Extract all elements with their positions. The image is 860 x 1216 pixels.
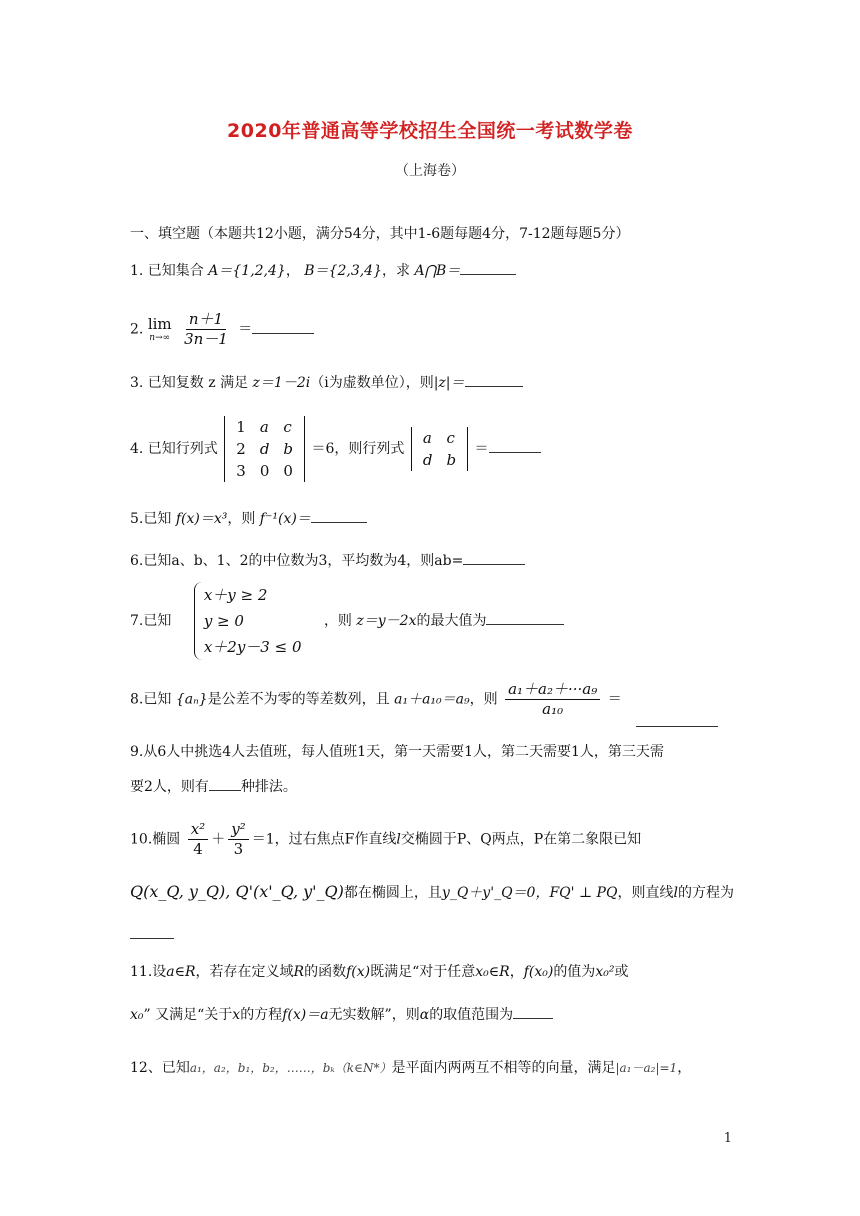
question-1: 1. 已知集合 A＝{1,2,4}， B＝{2,3,4}，求 A⋂B＝	[130, 262, 516, 280]
question-9-line-2: 要2人，则有 种排法。	[130, 779, 297, 795]
fraction: $\frac{\text{a₁＋a₂＋···a₉}}{\text{a₁₀}}$	[505, 680, 600, 719]
section-heading: 一、填空题（本题共12小题，满分54分，其中1-6题每题4分，7-12题每题5分）	[130, 226, 630, 242]
question-11-line-1: 11.设a∈R，若存在定义域R的函数f(x)既满足“对于任意x₀∈R，f(x₀)的值为x₀²或	[130, 964, 629, 980]
question-10-line-2: Q(x_Q, y_Q), Q'(x'_Q, y'_Q)都在椭圆上，且y_Q＋y'_Q＝0，FQ' ⊥ PQ，则直线l的方程为	[130, 882, 734, 901]
determinant-3x3: 1 a c 2 d b 3 0 0	[224, 416, 305, 482]
answer-blank	[486, 612, 564, 625]
question-5: 5.已知 f(x)＝x³，则 f⁻¹(x)＝	[130, 510, 367, 528]
question-3: 3. 已知复数 z 满足 z＝1－2i（i为虚数单位），则|z|＝	[130, 374, 523, 392]
answer-blank	[311, 510, 367, 523]
question-2: 2. lim n→∞ $\frac{n+1}{3n-1}$ ＝	[130, 310, 314, 349]
page-title: 2020年普通高等学校招生全国统一考试数学卷	[227, 120, 633, 142]
question-4: 4. 已知行列式 1 a c 2 d b 3 0 0 ＝6，则行列式 a c d b ＝	[130, 416, 541, 482]
question-12: 12、已知a₁，a₂，b₁，b₂，……，bₖ（k∈N*）是平面内两两互不相等的向量，满足|a₁－a₂|=1，	[130, 1060, 692, 1076]
answer-blank	[209, 778, 241, 791]
fraction: $\frac{\text{x²}}{4}$	[188, 820, 208, 859]
answer-blank	[465, 374, 523, 387]
question-10-line-1: 10.椭圆 $\frac{\text{x²}}{4}$ ＋ $\frac{\text{y²}}{3}$ ＝1，过右焦点F作直线l交椭圆于P、Q两点，P在第二象限已知	[130, 820, 642, 858]
fraction: $\frac{n+1}{3n-1}$	[184, 310, 228, 348]
limit-operator: lim n→∞	[147, 315, 172, 344]
answer-blank	[252, 321, 314, 334]
fraction: $\frac{\text{y²}}{3}$	[228, 820, 249, 859]
question-9-line-1: 9.从6人中挑选4人去值班，每人值班1天，第一天需要1人，第二天需要1人，第三天需	[130, 744, 664, 760]
page-subtitle: （上海卷）	[395, 163, 465, 179]
question-7: 7.已知 x＋y ≥ 2 y ≥ 0 x＋2y－3 ≤ 0 ，则 z＝y－2x的最大值为	[130, 582, 564, 660]
question-8: 8.已知 {aₙ}是公差不为零的等差数列，且 a₁＋a₁₀＝a₉，则 $\frac{\text{a₁＋a₂＋···a₉}}{\text{a₁₀}}$ ＝	[130, 680, 622, 718]
determinant-2x2: a c d b	[411, 427, 468, 471]
inequality-system: x＋y ≥ 2 y ≥ 0 x＋2y－3 ≤ 0	[194, 582, 302, 660]
question-10-blank	[130, 926, 174, 944]
answer-blank	[489, 440, 541, 453]
answer-blank-q8	[636, 714, 718, 732]
answer-blank	[513, 1006, 553, 1019]
answer-blank	[463, 552, 525, 565]
question-6: 6.已知a、b、1、2的中位数为3，平均数为4，则ab=	[130, 552, 525, 570]
answer-blank	[460, 262, 516, 275]
page-number: 1	[723, 1131, 732, 1146]
question-11-line-2: x₀” 又满足“关于x的方程f(x)＝a无实数解”，则α的取值范围为	[130, 1006, 553, 1024]
